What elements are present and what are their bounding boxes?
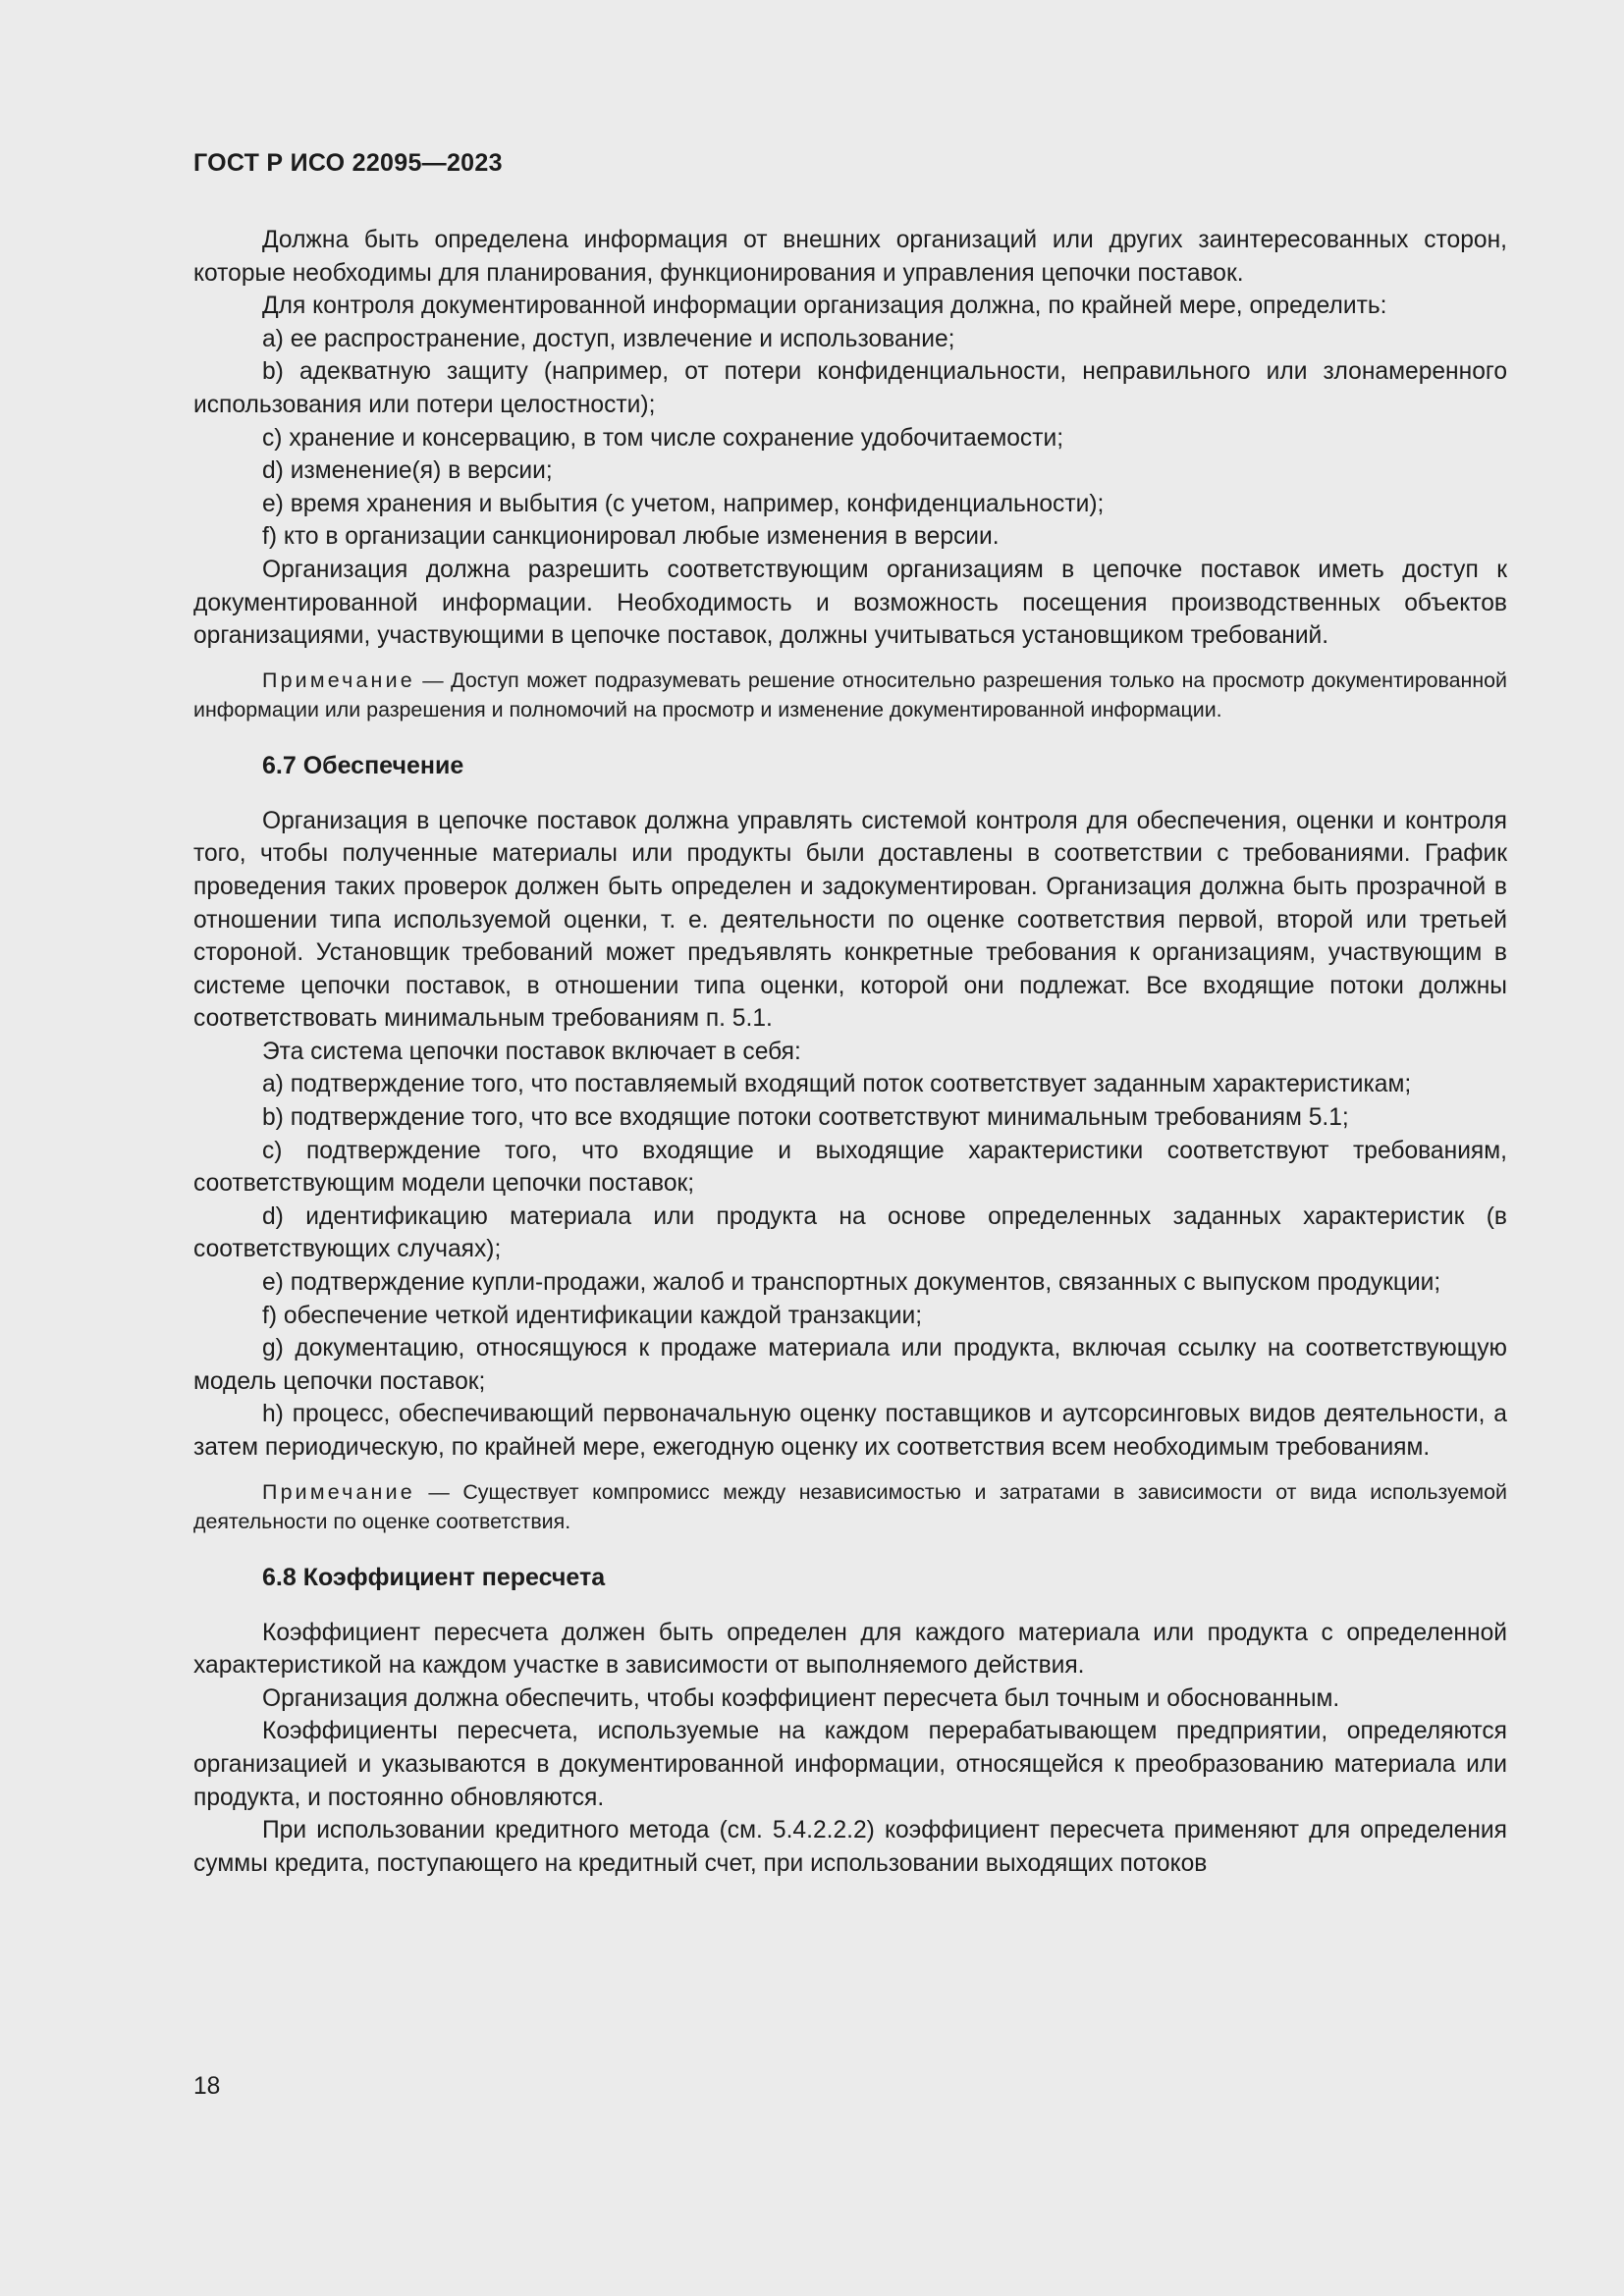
note-text: — Доступ может подразумевать решение относительно разрешения только на просмотр документированной информации или разрешения и полномочий на просмотр и изменение документированной информации. — [193, 667, 1507, 722]
paragraph: Коэффициент пересчета должен быть определен для каждого материала или продукта с определенной характеристикой на каждом участке в зависимости от выполняемого действия. — [193, 1619, 1507, 1680]
list-item: e) подтверждение купли-продажи, жалоб и транспортных документов, связанных с выпуском продукции; — [262, 1269, 1441, 1297]
paragraph: Должна быть определена информация от внешних организаций или других заинтересованных сторон, которые необходимы для планирования, функционирования и управления цепочки поставок. — [193, 227, 1507, 287]
note — [193, 666, 1507, 725]
note-label: Примечание — [262, 1479, 415, 1504]
list-item: d) идентификацию материала или продукта на основе определенных заданных характеристик (в соответствующих случаях); — [193, 1202, 1507, 1263]
paragraph: При использовании кредитного метода (см. 5.4.2.2.2) коэффициент пересчета применяют для определения суммы кредита, поступающего на кредитный счет, при использовании выходящих потоков — [193, 1817, 1507, 1877]
list-item: h) процесс, обеспечивающий первоначальную оценку поставщиков и аутсорсинговых видов деятельности, а затем периодическую, по крайней мере, ежегодную оценку их соответствия всем необходимым требованиям. — [193, 1401, 1507, 1461]
note-text: — Существует компромисс между независимостью и затратами в зависимости от вида используемой деятельности по оценке соответствия. — [193, 1479, 1507, 1534]
list-item: c) хранение и консервацию, в том числе сохранение удобочитаемости; — [262, 424, 1064, 452]
list-item: c) подтверждение того, что входящие и выходящие характеристики соответствуют требованиям, соответствующим модели цепочки поставок; — [193, 1137, 1507, 1198]
note — [193, 1477, 1507, 1537]
list-item: b) адекватную защиту (например, от потери конфиденциальности, неправильного или злонамеренного использования или потери целостности); — [193, 358, 1507, 418]
page-content — [193, 224, 1507, 1880]
paragraph: Эта система цепочки поставок включает в себя: — [262, 1038, 801, 1065]
paragraph: Коэффициенты пересчета, используемые на каждом перерабатывающем предприятии, определяются организацией и указываются в документированной информации, относящейся к преобразованию материала или продукта, и постоянно обновляются. — [193, 1718, 1507, 1811]
list-item: e) время хранения и выбытия (с учетом, например, конфиденциальности); — [262, 490, 1105, 517]
list-item: f) обеспечение четкой идентификации каждой транзакции; — [262, 1302, 923, 1329]
list-item: b) подтверждение того, что все входящие потоки соответствуют минимальным требованиям 5.1; — [262, 1104, 1349, 1132]
section-heading-6-8: 6.8 Коэффициент пересчета — [262, 1563, 606, 1591]
list-item: f) кто в организации санкционировал любые изменения в версии. — [262, 523, 1000, 551]
list-item: g) документацию, относящуюся к продаже материала или продукта, включая ссылку на соответствующую модель цепочки поставок; — [193, 1335, 1507, 1395]
list-item: a) ее распространение, доступ, извлечение и использование; — [262, 325, 955, 352]
paragraph: Организация должна обеспечить, чтобы коэффициент пересчета был точным и обоснованным. — [262, 1684, 1340, 1712]
list-item: d) изменение(я) в версии; — [262, 457, 553, 485]
page-number: 18 — [193, 2073, 221, 2100]
note-label: Примечание — [262, 667, 415, 692]
paragraph: Организация в цепочке поставок должна управлять системой контроля для обеспечения, оценки и контроля того, чтобы полученные материалы или продукты были доставлены в соответствии с требованиями. График проведения таких проверок должен быть определен и задокументирован. Организация должна быть прозрачной в отношении типа используемой оценки, т. е. деятельности по оценке соответствия первой, второй или третьей стороной. Установщик требований может предъявлять конкретные требования к организациям, участвующим в системе цепочки поставок, в отношении типа оценки, которой они подлежат. Все входящие потоки должны соответствовать минимальным требованиям п. 5.1. — [193, 807, 1507, 1033]
list-item: a) подтверждение того, что поставляемый входящий поток соответствует заданным характеристикам; — [262, 1071, 1412, 1098]
section-heading-6-7: 6.7 Обеспечение — [262, 751, 464, 779]
paragraph: Для контроля документированной информации организация должна, по крайней мере, определить: — [262, 293, 1387, 320]
paragraph: Организация должна разрешить соответствующим организациям в цепочке поставок иметь доступ к документированной информации. Необходимость и возможность посещения производственных объектов организациями, участвующими в цепочке поставок, должны учитываться установщиком требований. — [193, 556, 1507, 650]
document-header: ГОСТ Р ИСО 22095—2023 — [193, 149, 503, 177]
